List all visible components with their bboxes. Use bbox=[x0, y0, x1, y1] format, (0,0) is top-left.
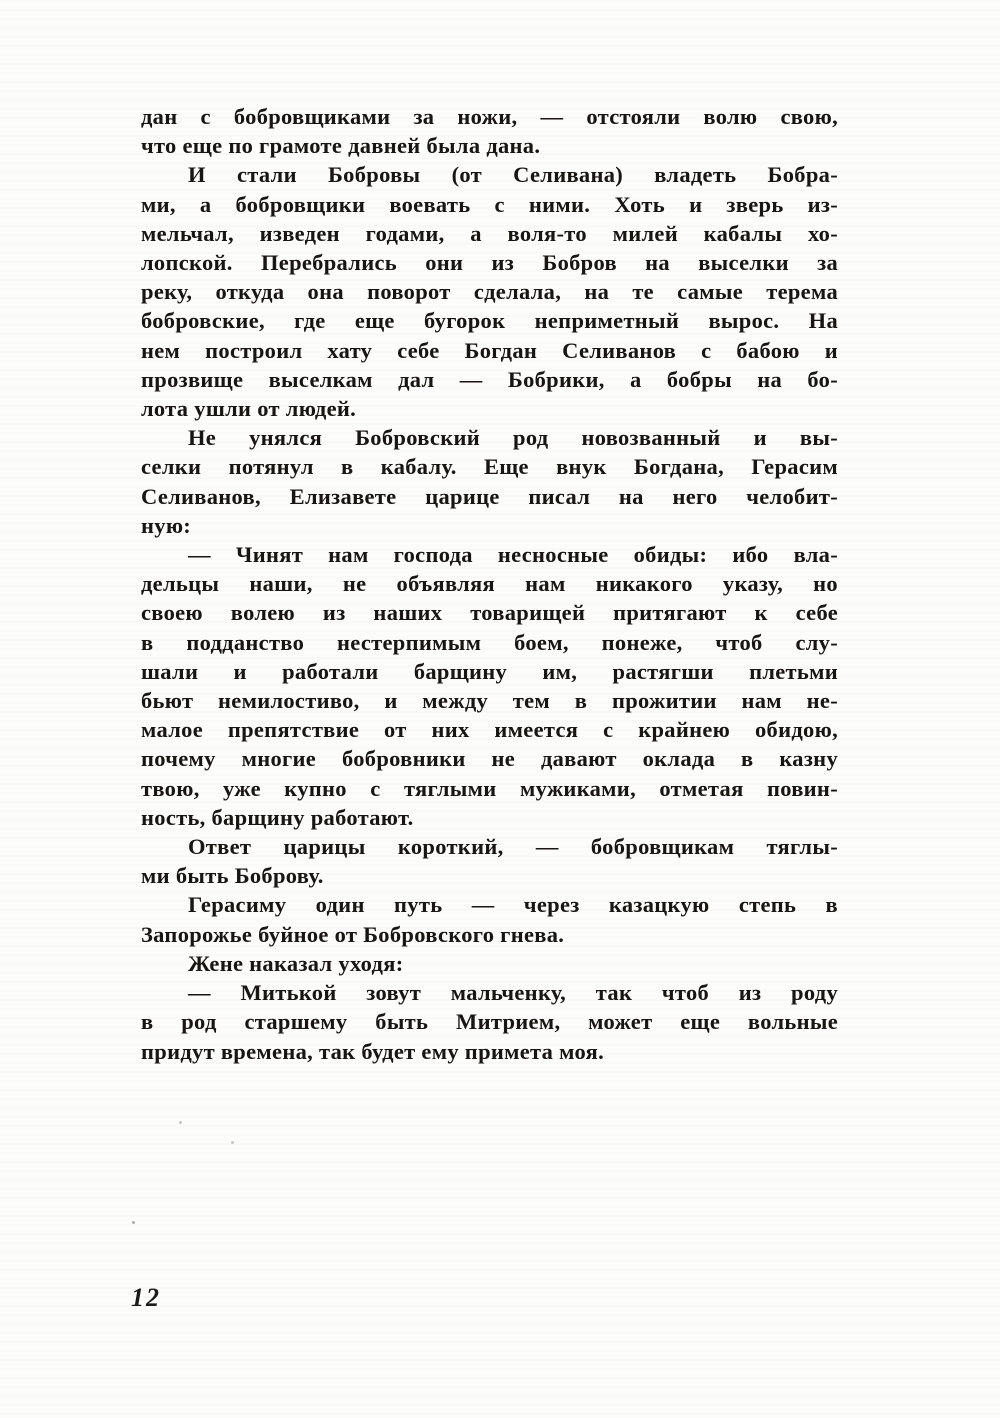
text-line: дан с бобровщиками за ножи, — отстояли волю свою, bbox=[141, 104, 838, 129]
text-line: Жене наказал уходя: bbox=[188, 950, 404, 976]
text-line: лопской. Перебрались они из Бобров на выселки за bbox=[141, 250, 838, 276]
text-line: твою, уже купно с тяглыми мужиками, отметая повин- bbox=[141, 775, 838, 801]
scan-speck bbox=[132, 1221, 135, 1224]
text-line: реку, откуда она поворот сделала, на те самые терема bbox=[141, 279, 838, 305]
text-line: мельчал, изведен годами, а воля-то милей кабалы хо- bbox=[141, 220, 838, 246]
paragraph bbox=[141, 160, 838, 423]
paragraph bbox=[141, 978, 838, 1066]
text-line: бобровские, где еще бугорок неприметный вырос. На bbox=[141, 308, 838, 334]
text-line: селки потянул в кабалу. Еще внук Богдана, Герасим bbox=[141, 454, 838, 480]
body-text bbox=[141, 102, 838, 1066]
text-line: нем построил хату себе Богдан Селиванов с бабою и bbox=[141, 337, 838, 363]
text-line: И стали Бобровы (от Селивана) владеть Бобра- bbox=[188, 162, 838, 188]
paragraph bbox=[141, 423, 838, 540]
text-line: шали и работали барщину им, растягши плетьми bbox=[141, 658, 838, 684]
text-line: ми, а бобровщики воевать с ними. Хоть и зверь из- bbox=[141, 191, 838, 217]
paragraph bbox=[141, 890, 838, 948]
text-line: своею волею из наших товарищей притягают к себе bbox=[141, 600, 838, 626]
text-line: в подданство нестерпимым боем, понеже, чтоб слу- bbox=[141, 629, 838, 655]
text-line: в род старшему быть Митрием, может еще вольные bbox=[141, 1009, 838, 1035]
text-line: Ответ царицы короткий, — бобровщикам тяглы- bbox=[188, 834, 838, 860]
page-number: 12 bbox=[131, 1283, 161, 1312]
paragraph bbox=[141, 832, 838, 890]
text-line: ную: bbox=[141, 512, 192, 538]
text-line: ность, барщину работают. bbox=[141, 804, 414, 830]
text-line: — Митькой зовут мальченку, так чтоб из роду bbox=[188, 980, 838, 1006]
scan-speck bbox=[179, 1121, 182, 1124]
text-line: Не унялся Бобровский род новозванный и вы- bbox=[188, 425, 838, 451]
text-line: ми быть Боброву. bbox=[141, 863, 324, 889]
text-line: Селиванов, Елизавете царице писал на него челобит- bbox=[141, 483, 838, 509]
paragraph bbox=[141, 540, 838, 832]
text-line: малое препятствие от них имеется с крайнею обидою, bbox=[141, 717, 838, 743]
text-line: — Чинят нам господа несносные обиды: ибо вла- bbox=[188, 542, 838, 568]
text-line: прозвище выселкам дал — Бобрики, а бобры на бо- bbox=[141, 366, 838, 392]
text-line: Герасиму один путь — через казацкую степь в bbox=[188, 892, 838, 918]
text-line: что еще по грамоте давней была дана. bbox=[141, 133, 541, 159]
scan-speck bbox=[231, 1141, 234, 1144]
paragraph bbox=[141, 102, 838, 160]
text-line: лота ушли от людей. bbox=[141, 396, 357, 422]
text-line: дельцы наши, не объявляя нам никакого указу, но bbox=[141, 571, 838, 597]
text-line: придут времена, так будет ему примета моя. bbox=[141, 1038, 605, 1064]
text-line: бьют немилостиво, и между тем в прожитии нам не- bbox=[141, 688, 838, 714]
text-line: Запорожье буйное от Бобровского гнева. bbox=[141, 921, 565, 947]
paragraph bbox=[141, 949, 838, 978]
text-line: почему многие бобровники не давают оклада в казну bbox=[141, 746, 838, 772]
